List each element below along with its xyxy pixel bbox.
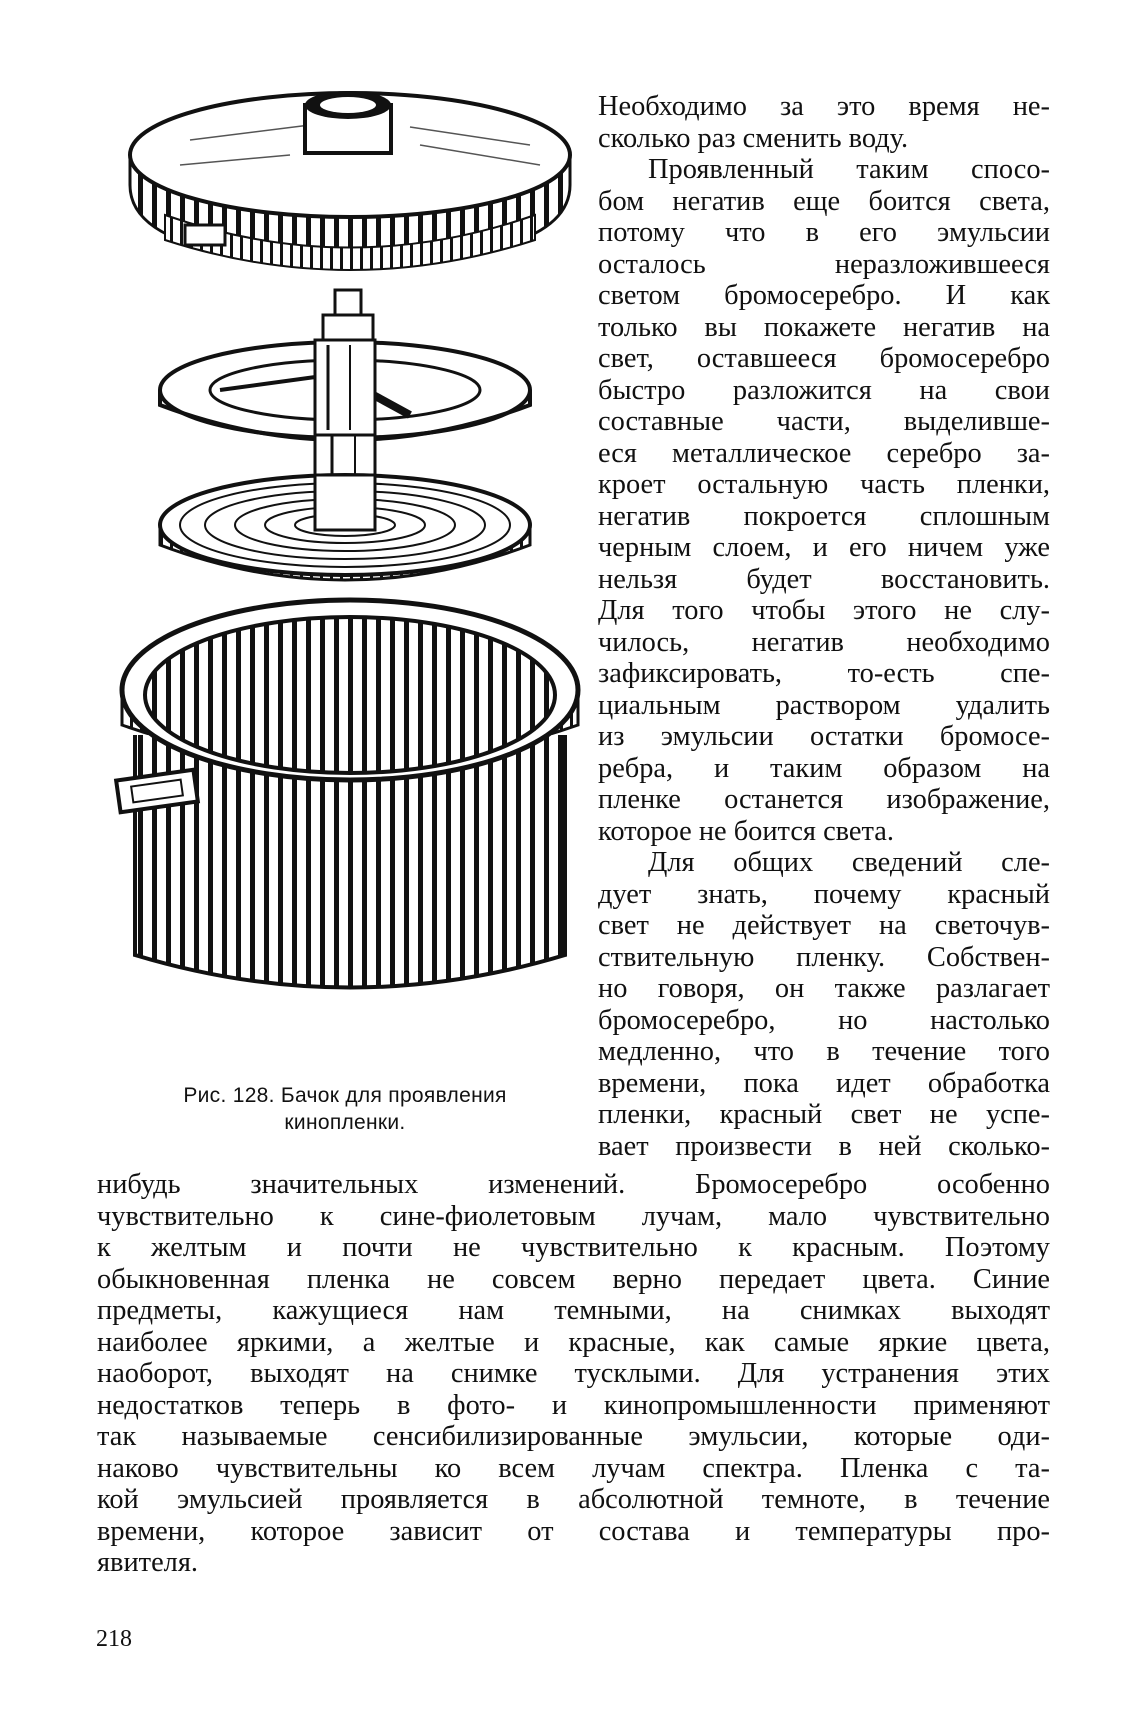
text-line: наоборот, выходят на снимке тусклыми. Для устранения этих: [97, 1358, 1050, 1389]
text-line: свет, оставшееся бромосеребро: [598, 343, 1050, 374]
text-line: ребра, и таким образом на: [598, 752, 1050, 784]
text-line: светом бромосеребро. И как: [598, 280, 1050, 311]
text-line: потому что в его эмульсии: [598, 217, 1050, 248]
text-line: обыкновенная пленка не совсем верно передает цвета. Синие: [97, 1263, 1050, 1295]
text-line: еся металлическое серебро за-: [598, 437, 1050, 469]
text-line: циальным раствором удалить: [598, 689, 1050, 721]
tank-lid-drawing: [130, 91, 570, 270]
spool-top-flange-drawing: [160, 290, 530, 440]
text-line: Для того чтобы этого не слу-: [598, 595, 1050, 626]
text-line: чувствительно к сине-фиолетовым лучам, мало чувствительно: [97, 1200, 1050, 1232]
text-line: чилось, негатив необходимо: [598, 626, 1050, 658]
developing-tank-illustration: [110, 85, 590, 1085]
text-line: Для общих сведений сле-: [648, 847, 1050, 878]
text-line: кой эмульсией проявляется в абсолютной темноте, в течение: [97, 1484, 1050, 1515]
figure-caption: [105, 1082, 585, 1136]
text-line: кроет остальную часть пленки,: [598, 469, 1050, 500]
spool-bottom-flange-drawing: [160, 475, 530, 580]
text-line: недостатков теперь в фото- и кинопромышленности применяют: [97, 1389, 1050, 1421]
text-line: пленке останется изображение,: [598, 784, 1050, 815]
text-line: свет не действует на светочув-: [598, 910, 1050, 941]
text-line: бом негатив еще боится света,: [598, 185, 1050, 217]
right-column-text: [598, 91, 1050, 1162]
text-line: осталось неразложившееся: [598, 248, 1050, 280]
text-line: которое не боится света.: [598, 815, 894, 847]
text-line: наково чувствительны ко всем лучам спектра. Пленка с та-: [97, 1452, 1050, 1484]
text-line: медленно, что в течение того: [598, 1036, 1050, 1067]
text-line: вает произвести в ней сколько-: [598, 1130, 1050, 1162]
text-line: нельзя будет восстановить.: [598, 563, 1050, 595]
text-line: но говоря, он также разлагает: [598, 973, 1050, 1004]
text-line: составные части, выделивше-: [598, 406, 1050, 437]
text-line: времени, пока идет обработка: [598, 1067, 1050, 1099]
text-line: быстро разложится на свои: [598, 374, 1050, 406]
caption-line: кинопленки.: [284, 1111, 406, 1134]
text-line: ствительную пленку. Собствен-: [598, 941, 1050, 973]
text-line: нибудь значительных изменений. Бромосеребро особенно: [97, 1169, 1050, 1200]
text-line: бромосеребро, но настолько: [598, 1004, 1050, 1036]
text-line: Необходимо за это время не-: [598, 91, 1050, 122]
text-line: сколько раз сменить воду.: [598, 122, 909, 154]
text-line: дует знать, почему красный: [598, 878, 1050, 910]
tank-body-drawing: [116, 600, 578, 988]
developing-tank-drawing: [110, 85, 590, 1075]
text-line: явителя.: [97, 1547, 198, 1578]
text-line: наиболее яркими, а желтые и красные, как самые яркие цвета,: [97, 1326, 1050, 1358]
text-line: предметы, кажущиеся нам темными, на снимках выходят: [97, 1295, 1050, 1326]
text-line: так называемые сенсибилизированные эмульсии, которые оди-: [97, 1421, 1050, 1452]
text-line: к желтым и почти не чувствительно к красным. Поэтому: [97, 1232, 1050, 1263]
full-width-text: [97, 1169, 1050, 1579]
caption-line: Рис. 128. Бачок для проявления: [183, 1084, 507, 1107]
text-line: Проявленный таким спосо-: [648, 154, 1050, 185]
text-line: черным слоем, и его ничем уже: [598, 532, 1050, 563]
text-line: из эмульсии остатки бромосе-: [598, 721, 1050, 752]
text-line: зафиксировать, то-есть спе-: [598, 658, 1050, 689]
page-number: 218: [96, 1626, 132, 1652]
text-line: пленки, красный свет не успе-: [598, 1099, 1050, 1130]
text-line: только вы покажете негатив на: [598, 311, 1050, 343]
text-line: времени, которое зависит от состава и температуры про-: [97, 1515, 1050, 1547]
text-line: негатив покроется сплошным: [598, 500, 1050, 532]
